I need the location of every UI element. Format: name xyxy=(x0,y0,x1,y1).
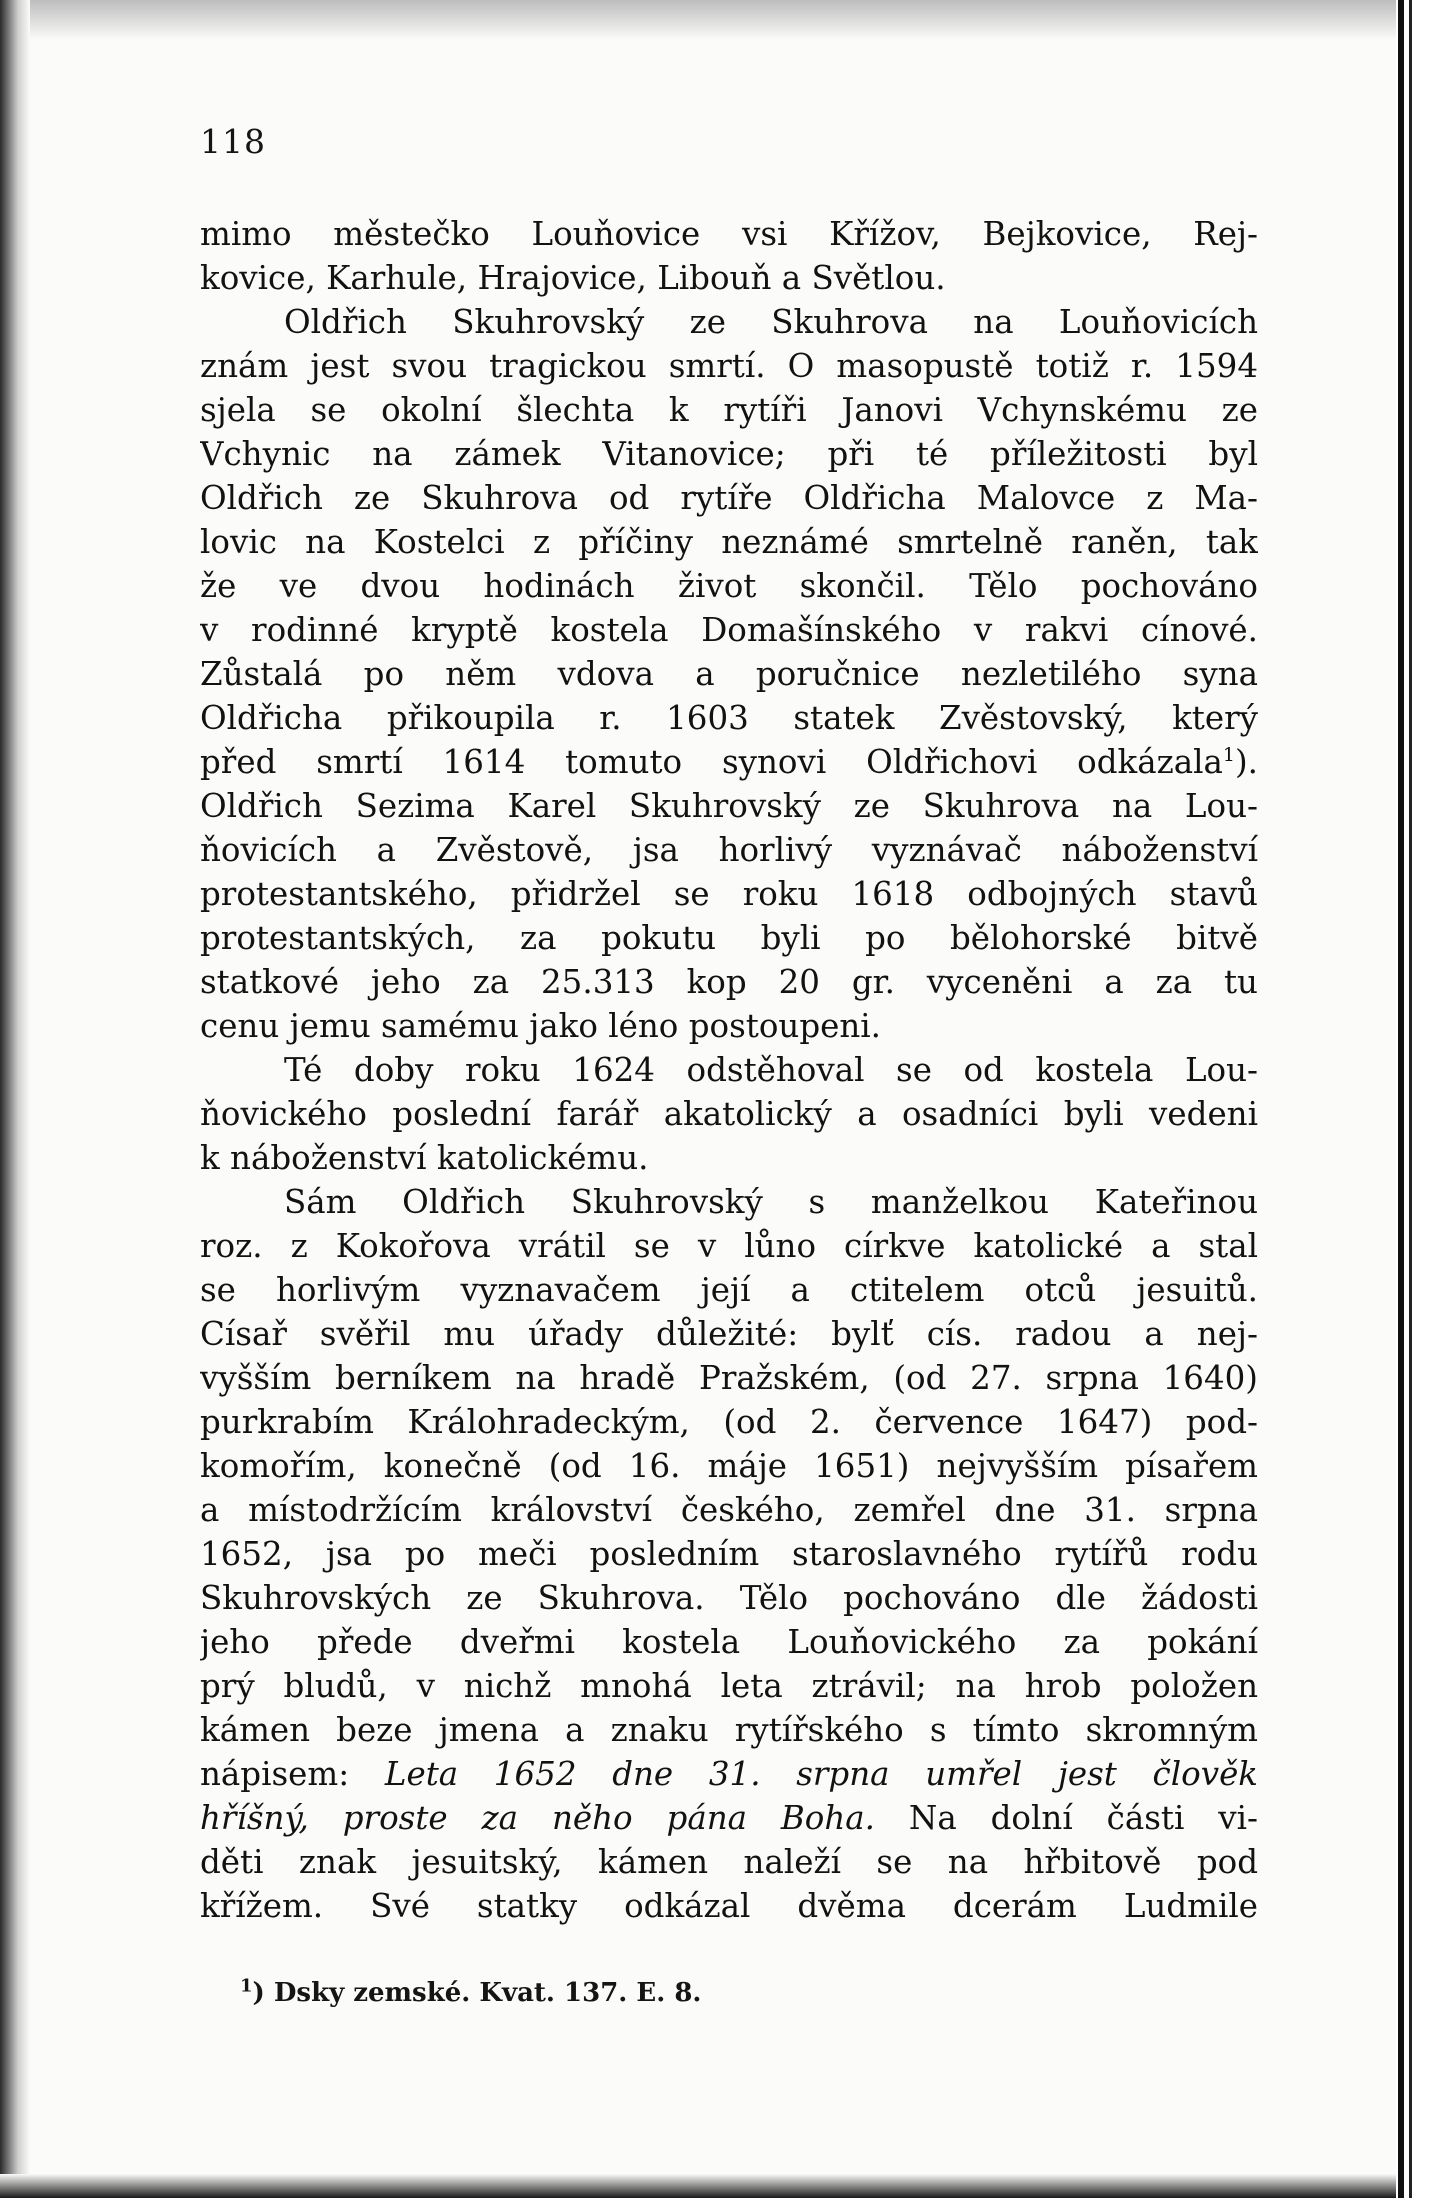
text-line: purkrabím Králohradeckým, (od 2. července 1647) pod- xyxy=(200,1403,1258,1441)
text-segment: před smrtí 1614 tomuto synovi Oldřichovi odkázala xyxy=(200,743,1223,781)
footnote-marker: 1 xyxy=(240,1975,253,1997)
text-line: Oldřich ze Skuhrova od rytíře Oldřicha Malovce z Ma- xyxy=(200,479,1258,517)
page-border-line-2 xyxy=(1409,0,1412,2198)
text-line: kámen beze jmena a znaku rytířského s tímto skromným xyxy=(200,1711,1258,1749)
text-line: Oldřicha přikoupila r. 1603 statek Zvěstovský, který xyxy=(200,699,1258,737)
page-border-line xyxy=(1398,0,1404,2198)
text-segment: nápisem: xyxy=(200,1755,350,1793)
inscription-text: hříšný, proste za něho pána Boha. xyxy=(200,1799,875,1837)
text-line: prý bludů, v nichž mnohá leta ztrávil; na hrob položen xyxy=(200,1667,1258,1705)
text-line: děti znak jesuitský, kámen naleží se na hřbitově pod xyxy=(200,1843,1258,1881)
text-line: a místodržícím království českého, zemřel dne 31. srpna xyxy=(200,1491,1258,1529)
body-text xyxy=(200,212,1258,1928)
text-line: roz. z Kokořova vrátil se v lůno církve katolické a stal xyxy=(200,1227,1258,1265)
text-line: Císař svěřil mu úřady důležité: bylť cís. radou a nej- xyxy=(200,1315,1258,1353)
text-line: v rodinné kryptě kostela Domašínského v rakvi cínové. xyxy=(200,611,1258,649)
footnote-text: ) Dsky zemské. Kvat. 137. E. 8. xyxy=(252,1978,702,2008)
text-line: vyšším berníkem na hradě Pražském, (od 27. srpna 1640) xyxy=(200,1359,1258,1397)
footnote xyxy=(240,1975,702,2008)
text-line: protestantského, přidržel se roku 1618 odbojných stavů xyxy=(200,875,1258,913)
text-line: Oldřich Skuhrovský ze Skuhrova na Louňovicích xyxy=(284,303,1258,341)
footnote-reference: 1 xyxy=(1222,744,1235,767)
text-line-with-inscription xyxy=(200,1752,1258,1796)
text-line: Oldřich Sezima Karel Skuhrovský ze Skuhrova na Lou- xyxy=(200,787,1258,825)
scan-edge-top xyxy=(0,0,1440,40)
footnote-reference-close: ). xyxy=(1234,743,1258,781)
text-line: cenu jemu samému jako léno postoupeni. xyxy=(200,1007,882,1045)
text-line: Sám Oldřich Skuhrovský s manželkou Kateřinou xyxy=(284,1183,1258,1221)
text-line: statkové jeho za 25.313 kop 20 gr. vyceněni a za tu xyxy=(200,963,1258,1001)
text-line: jeho přede dveřmi kostela Louňovického za pokání xyxy=(200,1623,1258,1661)
scan-edge-left xyxy=(0,0,30,2198)
text-line: Zůstalá po něm vdova a poručnice nezletilého syna xyxy=(200,655,1258,693)
text-line: protestantských, za pokutu byli po bělohorské bitvě xyxy=(200,919,1258,957)
text-line: že ve dvou hodinách život skončil. Tělo pochováno xyxy=(200,567,1258,605)
text-line: křížem. Své statky odkázal dvěma dcerám Ludmile xyxy=(200,1887,1258,1925)
inscription-text: Leta 1652 dne 31. srpna umřel jest člověk xyxy=(384,1755,1258,1793)
text-line: mimo městečko Louňovice vsi Křížov, Bejkovice, Rej- xyxy=(200,215,1258,253)
scan-edge-bottom xyxy=(0,2174,1440,2198)
text-line: komořím, konečně (od 16. máje 1651) nejvyšším písařem xyxy=(200,1447,1258,1485)
footnote-separator xyxy=(200,1952,1258,1953)
text-line: k náboženství katolickému. xyxy=(200,1139,649,1177)
text-line: 1652, jsa po meči posledním staroslavného rytířů rodu xyxy=(200,1535,1258,1573)
text-line-with-inscription xyxy=(200,1796,1258,1840)
text-line: znám jest svou tragickou smrtí. O masopustě totiž r. 1594 xyxy=(200,347,1258,385)
text-line: ňovického poslední farář akatolický a osadníci byli vedeni xyxy=(200,1095,1258,1133)
text-line: lovic na Kostelci z příčiny neznámé smrtelně raněn, tak xyxy=(200,523,1258,561)
text-line: kovice, Karhule, Hrajovice, Libouň a Světlou. xyxy=(200,259,946,297)
text-segment: Na dolní části vi- xyxy=(908,1799,1258,1837)
text-line-with-footnote-ref xyxy=(200,740,1258,784)
text-line: Vchynic na zámek Vitanovice; při té příležitosti byl xyxy=(200,435,1258,473)
text-line: se horlivým vyznavačem její a ctitelem otců jesuitů. xyxy=(200,1271,1258,1309)
text-line: ňovicích a Zvěstově, jsa horlivý vyznávač náboženství xyxy=(200,831,1258,869)
page-number: 118 xyxy=(200,122,266,161)
text-line: Té doby roku 1624 odstěhoval se od kostela Lou- xyxy=(284,1051,1258,1089)
text-line: sjela se okolní šlechta k rytíři Janovi Vchynskému ze xyxy=(200,391,1258,429)
text-line: Skuhrovských ze Skuhrova. Tělo pochováno dle žádosti xyxy=(200,1579,1258,1617)
